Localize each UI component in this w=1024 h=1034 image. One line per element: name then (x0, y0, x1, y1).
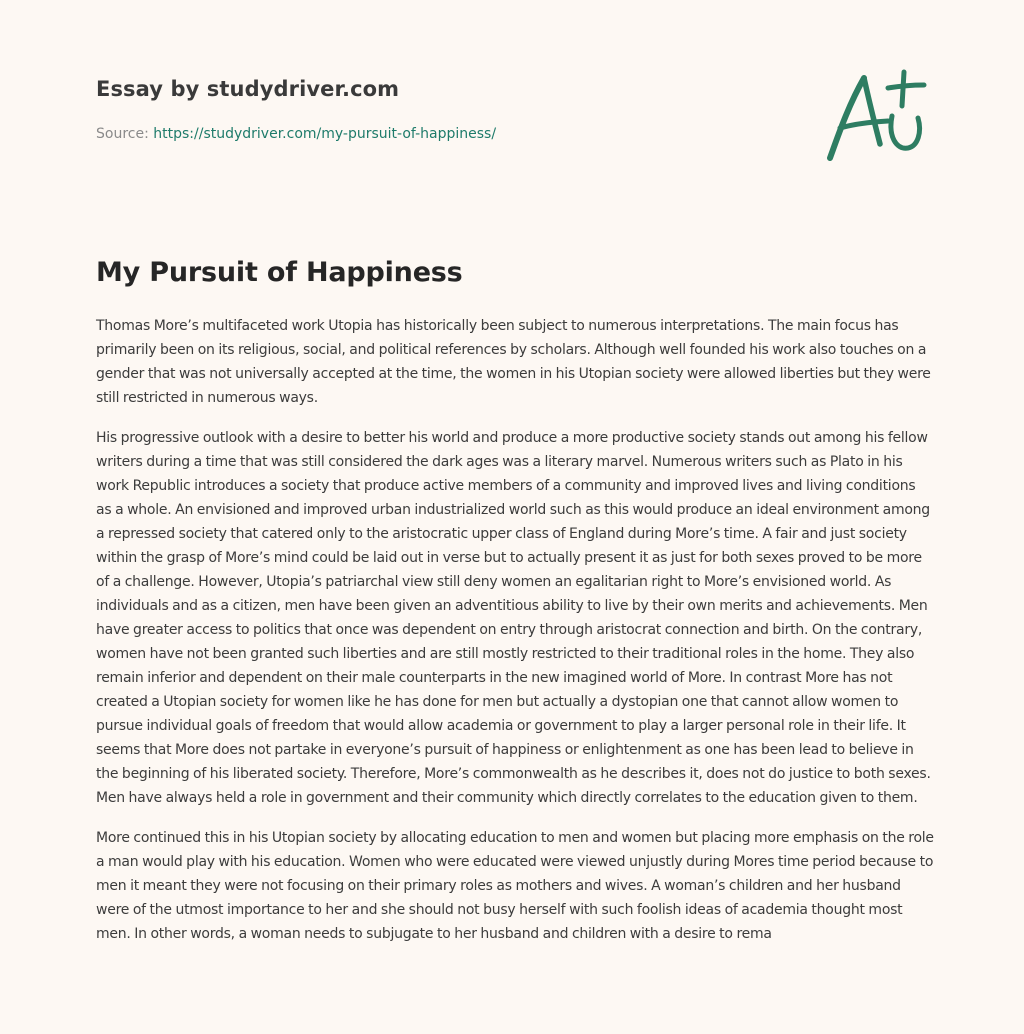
essay-paragraph-3: More continued this in his Utopian society by allocating education to men and women but placing more emphasis on the role a man would play with his education. Women who were educated were viewed unjustly during Mores time period because to men it meant they were not focusing on their primary roles as mothers and wives. A woman’s children and her husband were of the utmost importance to her and she should not busy herself with such foolish ideas of academia thought most men. In other words, a woman needs to subjugate to her husband and children with a desire to rema (96, 830, 934, 942)
source-label: Source: (96, 126, 149, 142)
a-plus-logo-icon (818, 66, 930, 166)
essay-paragraph-2: His progressive outlook with a desire to better his world and produce a more productive society stands out among his fellow writers during a time that was still considered the dark ages was a literary marvel. Numerous writers such as Plato in his work Republic introduces a society that produce active members of a community and improved lives and living conditions as a whole. An envisioned and improved urban industrialized world such as this would produce an ideal environment among a repressed society that catered only to the aristocratic upper class of England during More’s time. A fair and just society within the grasp of More’s mind could be laid out in verse but to actually present it as just for both sexes proved to be more of a challenge. However, Utopia’s patriarchal view still deny women an egalitarian right to More’s envisioned world. As individuals and as a citizen, men have been given an adventitious ability to live by their own merits and achievements. Men have greater access to politics that once was dependent on entry through aristocrat connection and birth. On the contrary, women have not been granted such liberties and are still mostly restricted to their traditional roles in the home. They also remain inferior and dependent on their male counterparts in the new imagined world of More. In contrast More has not created a Utopian society for women like he has done for men but actually a dystopian one that cannot allow women to pursue individual goals of freedom that would allow academia or government to play a larger personal role in their life. It seems that More does not partake in everyone’s pursuit of happiness or enlightenment as one has been lead to believe in the beginning of his liberated society. Therefore, More’s commonwealth as he describes it, does not do justice to both sexes. Men have always held a role in government and their community which directly correlates to the education given to them. (96, 430, 931, 806)
essay-title: My Pursuit of Happiness (96, 257, 463, 288)
source-link[interactable]: https://studydriver.com/my-pursuit-of-happiness/ (153, 126, 497, 142)
essay-article (96, 252, 934, 962)
essay-header (96, 72, 696, 144)
source-line (96, 124, 696, 144)
essay-paragraph-1: Thomas More’s multifaceted work Utopia has historically been subject to numerous interpretations. The main focus has primarily been on its religious, social, and political references by scholars. Although well founded his work also touches on a gender that was not universally accepted at the time, the women in his Utopian society were allowed liberties but they were still restricted in numerous ways. (96, 318, 931, 406)
site-title: Essay by studydriver.com (96, 77, 400, 101)
